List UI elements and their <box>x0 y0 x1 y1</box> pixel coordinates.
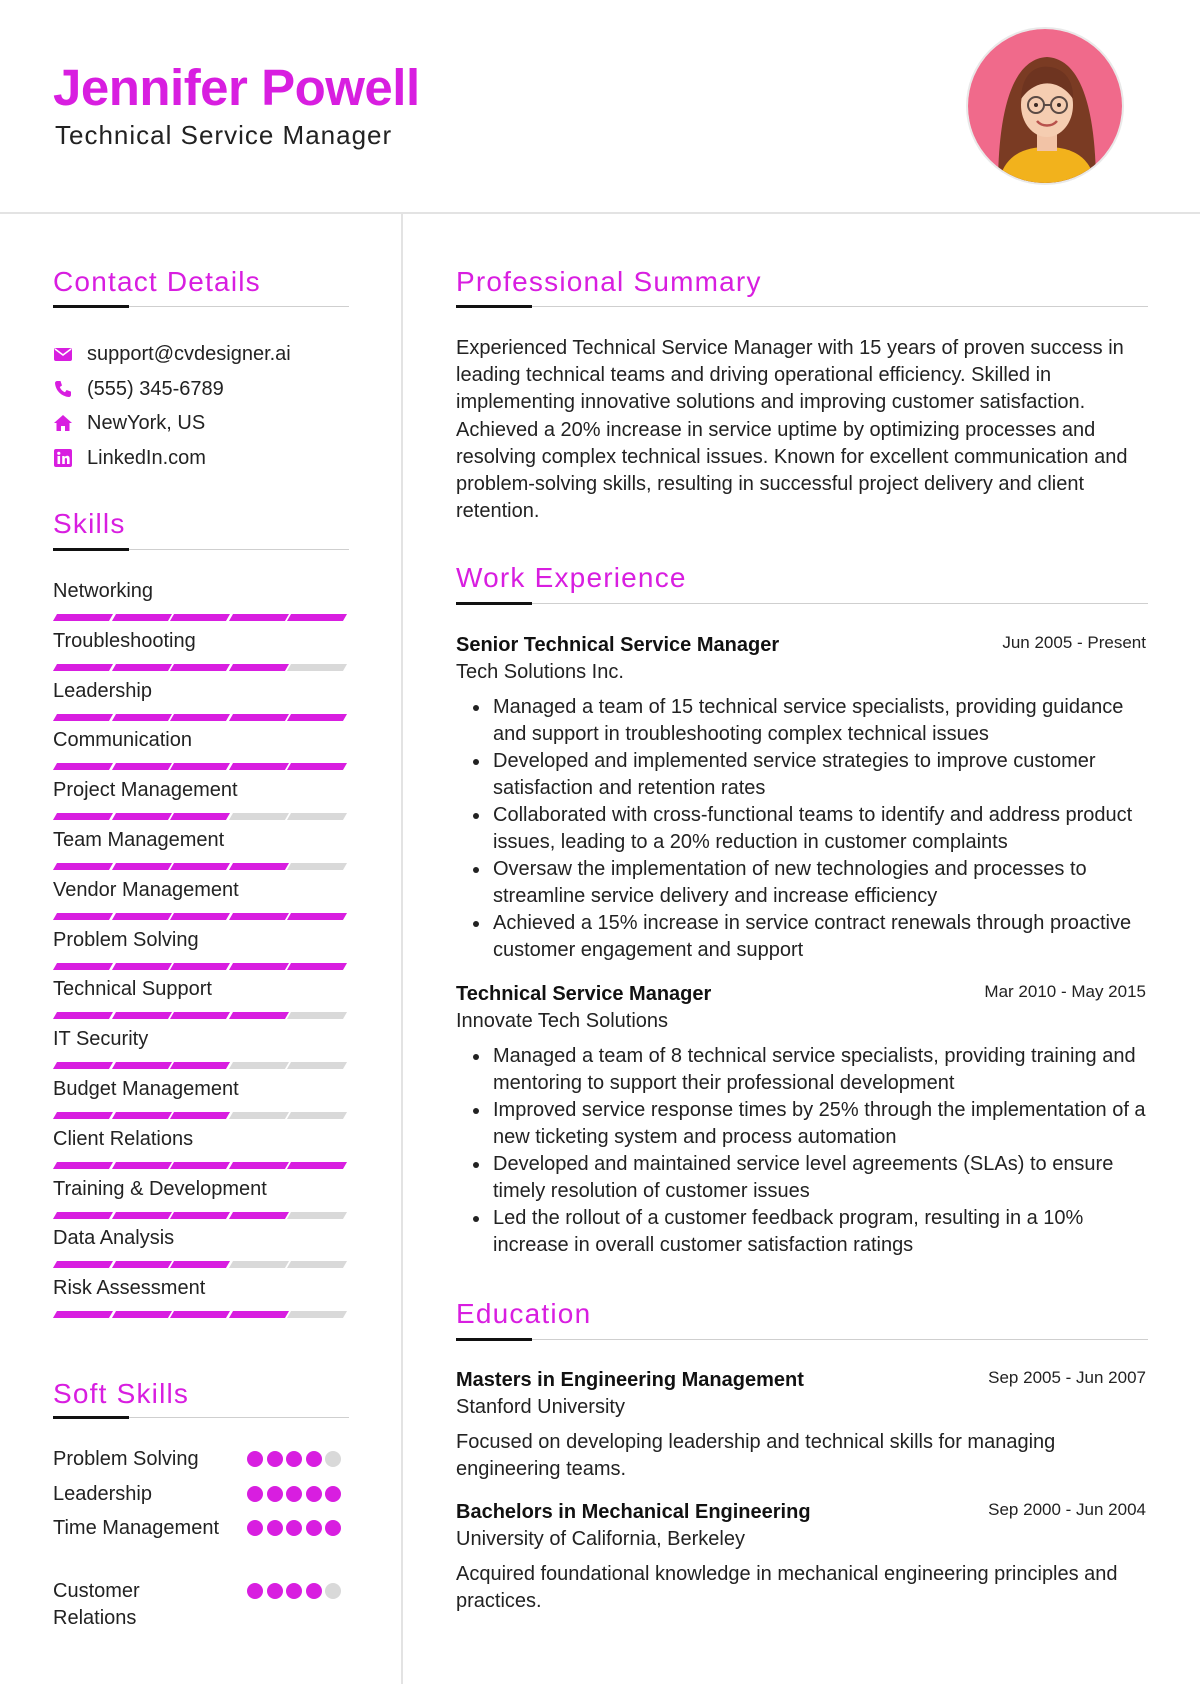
skill-label: Client Relations <box>53 1127 194 1150</box>
rating-dot-filled <box>306 1520 322 1536</box>
skill-item <box>53 976 349 1002</box>
contact-linkedin-text: LinkedIn.com <box>87 446 206 469</box>
skill-level-segment-filled <box>111 1012 171 1019</box>
skill-level-segment-filled <box>53 664 113 671</box>
rating-dot-filled <box>286 1520 302 1536</box>
skill-level-segment-filled <box>228 1212 288 1219</box>
skill-level-segment-filled <box>228 664 288 671</box>
skill-level-segment-filled <box>228 614 288 621</box>
skill-level-bar <box>53 963 349 970</box>
summary-section-title: Professional Summary <box>456 266 762 297</box>
skill-level-segment-filled <box>228 714 288 721</box>
rating-dot-filled <box>267 1583 283 1599</box>
skill-level-segment-filled <box>228 963 288 970</box>
skill-level-segment-filled <box>170 1162 230 1169</box>
skill-level-segment-filled <box>228 863 288 870</box>
job-title: Technical Service Manager <box>456 983 712 1005</box>
skill-item <box>53 727 349 753</box>
skill-item <box>53 1275 349 1301</box>
skill-level-segment-filled <box>53 614 113 621</box>
skill-level-bar <box>53 1311 349 1318</box>
skills-section-rule <box>53 549 349 550</box>
job-bullet: Oversaw the implementation of new technologies and processes to streamline service delivery and increase efficiency <box>456 856 1156 910</box>
rating-dot-filled <box>286 1583 302 1599</box>
skill-level-segment-filled <box>111 813 171 820</box>
skill-level-segment-filled <box>111 664 171 671</box>
contact-section-title: Contact Details <box>53 266 261 297</box>
resume-header <box>0 0 1200 214</box>
skill-level-segment-empty <box>287 1212 347 1219</box>
degree-dates: Sep 2000 - Jun 2004 <box>988 1500 1146 1519</box>
profile-photo <box>966 27 1124 185</box>
job-company: Innovate Tech Solutions <box>456 1010 669 1032</box>
rating-dot-filled <box>306 1486 322 1502</box>
skill-level-segment-empty <box>228 1062 288 1069</box>
contact-linkedin[interactable] <box>53 444 206 472</box>
soft-skill-item <box>53 1481 353 1508</box>
soft-skill-item <box>53 1515 353 1542</box>
degree-dates: Sep 2005 - Jun 2007 <box>988 1368 1146 1387</box>
rating-dot-empty <box>325 1451 341 1467</box>
soft-skill-label: Leadership <box>53 1483 152 1505</box>
contact-location <box>53 409 205 437</box>
skill-level-bar <box>53 1112 349 1119</box>
skill-level-segment-filled <box>287 614 347 621</box>
contact-location-text: NewYork, US <box>87 411 206 434</box>
skill-level-segment-filled <box>287 963 347 970</box>
skill-level-segment-filled <box>228 1162 288 1169</box>
skill-level-segment-empty <box>287 1261 347 1268</box>
soft-skill-label: Time Management <box>53 1517 219 1539</box>
skill-level-segment-empty <box>287 664 347 671</box>
skill-level-segment-filled <box>228 913 288 920</box>
job-dates: Jun 2005 - Present <box>1002 633 1146 652</box>
rating-dot-filled <box>247 1583 263 1599</box>
portrait-illustration <box>968 29 1124 185</box>
job-bullet: Collaborated with cross-functional teams to identify and address product issues, leading to a 20% reduction in customer complaints <box>456 802 1156 856</box>
rating-dot-filled <box>267 1520 283 1536</box>
skill-label: IT Security <box>53 1028 149 1051</box>
soft-skill-item <box>53 1446 353 1473</box>
job-bullet: Developed and maintained service level agreements (SLAs) to ensure timely resolution of customer issues <box>456 1151 1156 1205</box>
skill-level-segment-filled <box>170 1012 230 1019</box>
skill-level-segment-filled <box>228 1311 288 1318</box>
skill-level-segment-filled <box>53 863 113 870</box>
envelope-icon <box>53 344 73 364</box>
contact-section-rule <box>53 306 349 307</box>
degree-title: Masters in Engineering Management <box>456 1369 804 1391</box>
skill-label: Team Management <box>53 829 225 851</box>
skill-level-bar <box>53 714 349 721</box>
skill-level-segment-filled <box>111 614 171 621</box>
rating-dot-filled <box>247 1486 263 1502</box>
skill-level-segment-filled <box>53 714 113 721</box>
rating-dot-filled <box>286 1451 302 1467</box>
skill-level-bar <box>53 1261 349 1268</box>
rating-dot-filled <box>247 1520 263 1536</box>
skill-level-segment-filled <box>170 963 230 970</box>
skill-label: Networking <box>53 580 154 602</box>
skill-level-segment-filled <box>53 813 113 820</box>
skill-level-segment-filled <box>170 1112 230 1119</box>
candidate-name: Jennifer Powell <box>53 59 420 116</box>
skill-level-bar <box>53 664 349 671</box>
skill-level-segment-filled <box>170 1261 230 1268</box>
skill-item <box>53 927 349 953</box>
skill-item <box>53 1026 349 1052</box>
rating-dot-filled <box>267 1486 283 1502</box>
school-name: University of California, Berkeley <box>456 1528 745 1550</box>
skill-label: Communication <box>53 729 192 752</box>
skill-level-segment-filled <box>53 1311 113 1318</box>
skill-item <box>53 1225 349 1251</box>
skill-level-segment-filled <box>53 1012 113 1019</box>
skill-item <box>53 678 349 704</box>
contact-phone-text: (555) 345-6789 <box>87 377 224 400</box>
skill-level-segment-filled <box>170 1062 230 1069</box>
skill-level-segment-empty <box>287 1062 347 1069</box>
skill-label: Data Analysis <box>53 1227 175 1250</box>
job-bullet: Developed and implemented service strategies to improve customer satisfaction and retention rates <box>456 748 1156 802</box>
rating-dot-filled <box>247 1451 263 1467</box>
skill-label: Training & Development <box>53 1177 267 1200</box>
skill-level-segment-filled <box>53 1212 113 1219</box>
phone-icon <box>53 379 73 399</box>
skill-level-segment-filled <box>53 1112 113 1119</box>
skill-level-segment-filled <box>228 1012 288 1019</box>
skill-level-segment-filled <box>111 1112 171 1119</box>
skill-level-segment-filled <box>170 664 230 671</box>
skill-level-bar <box>53 614 349 621</box>
skill-level-segment-empty <box>228 813 288 820</box>
skill-level-segment-filled <box>111 763 171 770</box>
skill-level-segment-filled <box>170 1311 230 1318</box>
column-divider <box>401 214 403 1684</box>
contact-email-text: support@cvdesigner.ai <box>87 342 291 365</box>
skill-level-segment-empty <box>287 863 347 870</box>
skill-level-bar <box>53 1162 349 1169</box>
skill-level-segment-filled <box>53 963 113 970</box>
skill-level-segment-filled <box>111 714 171 721</box>
job-dates: Mar 2010 - May 2015 <box>984 982 1146 1001</box>
skill-label: Budget Management <box>53 1078 239 1100</box>
skill-level-segment-filled <box>53 913 113 920</box>
summary-text: Experienced Technical Service Manager with 15 years of proven success in leading technical teams and driving operational efficiency. Skilled in implementing innovative solutions and improving customer satisfaction. Achieved a 20% increase in service uptime by optimizing processes and resolving complex technical issues. Known for excellent communication and problem-solving skills, resulting in successful project delivery and client retention. <box>456 337 1128 523</box>
experience-section-title: Work Experience <box>456 562 687 593</box>
job-bullet: Led the rollout of a customer feedback program, resulting in a 10% increase in overall customer satisfaction ratings <box>456 1205 1156 1259</box>
skill-level-segment-filled <box>53 1162 113 1169</box>
skill-label: Problem Solving <box>53 928 199 951</box>
skill-level-segment-filled <box>111 1062 171 1069</box>
soft-skill-label: Problem Solving <box>53 1448 199 1470</box>
job-bullet: Managed a team of 15 technical service specialists, providing guidance and support in troubleshooting complex technical issues <box>456 694 1156 748</box>
skill-level-segment-filled <box>170 913 230 920</box>
skill-level-segment-filled <box>53 763 113 770</box>
skill-level-segment-empty <box>287 1112 347 1119</box>
skill-level-bar <box>53 813 349 820</box>
job-bullet: Managed a team of 8 technical service specialists, providing training and mentoring to support their professional development <box>456 1043 1156 1097</box>
skill-item <box>53 578 349 604</box>
skill-level-segment-filled <box>111 963 171 970</box>
skill-level-segment-filled <box>287 714 347 721</box>
skill-level-segment-empty <box>228 1112 288 1119</box>
skill-level-segment-filled <box>111 863 171 870</box>
degree-description: Acquired foundational knowledge in mechanical engineering principles and practices. <box>456 1563 1118 1613</box>
home-icon <box>53 413 73 433</box>
rating-dot-filled <box>325 1486 341 1502</box>
soft-skill-item <box>53 1578 353 1632</box>
skill-label: Leadership <box>53 679 152 702</box>
skill-level-segment-filled <box>170 1212 230 1219</box>
skill-level-segment-filled <box>287 1162 347 1169</box>
skill-label: Troubleshooting <box>53 629 196 652</box>
skill-level-segment-filled <box>170 614 230 621</box>
skill-level-segment-empty <box>287 813 347 820</box>
skill-level-segment-filled <box>170 863 230 870</box>
skill-item <box>53 827 349 853</box>
contact-phone[interactable] <box>53 375 224 403</box>
skill-level-segment-filled <box>170 813 230 820</box>
contact-email[interactable] <box>53 340 291 368</box>
skill-level-segment-empty <box>287 1311 347 1318</box>
job-bullet: Improved service response times by 25% through the implementation of a new ticketing system and process automation <box>456 1097 1156 1151</box>
soft-skills-section-rule <box>53 1417 349 1418</box>
skill-label: Project Management <box>53 779 238 802</box>
soft-skills-section-title: Soft Skills <box>53 1378 190 1409</box>
skill-item <box>53 1076 349 1102</box>
rating-dot-filled <box>306 1583 322 1599</box>
skill-level-segment-filled <box>111 1311 171 1318</box>
skill-item <box>53 1126 349 1152</box>
skill-level-segment-filled <box>170 763 230 770</box>
skill-level-bar <box>53 913 349 920</box>
skill-level-segment-filled <box>111 1261 171 1268</box>
skill-label: Vendor Management <box>53 878 239 901</box>
skill-level-bar <box>53 1062 349 1069</box>
skill-level-segment-empty <box>287 1012 347 1019</box>
skill-item <box>53 877 349 903</box>
summary-section-rule <box>456 306 1148 307</box>
education-section-title: Education <box>456 1298 592 1329</box>
job-title: Senior Technical Service Manager <box>456 634 780 656</box>
skill-level-segment-filled <box>228 763 288 770</box>
skill-item <box>53 628 349 654</box>
rating-dot-filled <box>306 1451 322 1467</box>
education-section-rule <box>456 1339 1148 1340</box>
skill-level-segment-filled <box>111 1162 171 1169</box>
job-company: Tech Solutions Inc. <box>456 661 624 683</box>
school-name: Stanford University <box>456 1396 625 1418</box>
skill-level-segment-filled <box>111 1212 171 1219</box>
skill-level-bar <box>53 863 349 870</box>
degree-description: Focused on developing leadership and technical skills for managing engineering teams. <box>456 1431 1056 1481</box>
rating-dot-filled <box>267 1451 283 1467</box>
job-bullet: Achieved a 15% increase in service contract renewals through proactive customer engagement and support <box>456 910 1156 964</box>
skill-level-bar <box>53 1012 349 1019</box>
experience-section-rule <box>456 603 1148 604</box>
skill-level-segment-filled <box>53 1261 113 1268</box>
skill-level-segment-filled <box>287 763 347 770</box>
skill-label: Risk Assessment <box>53 1277 206 1300</box>
skill-level-segment-filled <box>287 913 347 920</box>
rating-dot-empty <box>325 1583 341 1599</box>
skill-item <box>53 777 349 803</box>
skills-section-title: Skills <box>53 508 126 539</box>
skill-item <box>53 1176 349 1202</box>
skill-level-bar <box>53 763 349 770</box>
skill-level-segment-empty <box>228 1261 288 1268</box>
skill-level-segment-filled <box>170 714 230 721</box>
degree-title: Bachelors in Mechanical Engineering <box>456 1501 811 1523</box>
linkedin-icon <box>53 448 73 468</box>
rating-dot-filled <box>325 1520 341 1536</box>
job-bullets <box>456 694 1156 964</box>
soft-skill-label: Customer Relations <box>53 1580 140 1629</box>
candidate-title: Technical Service Manager <box>55 120 393 150</box>
skill-level-segment-filled <box>111 913 171 920</box>
skill-label: Technical Support <box>53 978 212 1001</box>
job-bullets <box>456 1043 1156 1259</box>
skill-level-segment-filled <box>53 1062 113 1069</box>
skill-level-bar <box>53 1212 349 1219</box>
rating-dot-filled <box>286 1486 302 1502</box>
